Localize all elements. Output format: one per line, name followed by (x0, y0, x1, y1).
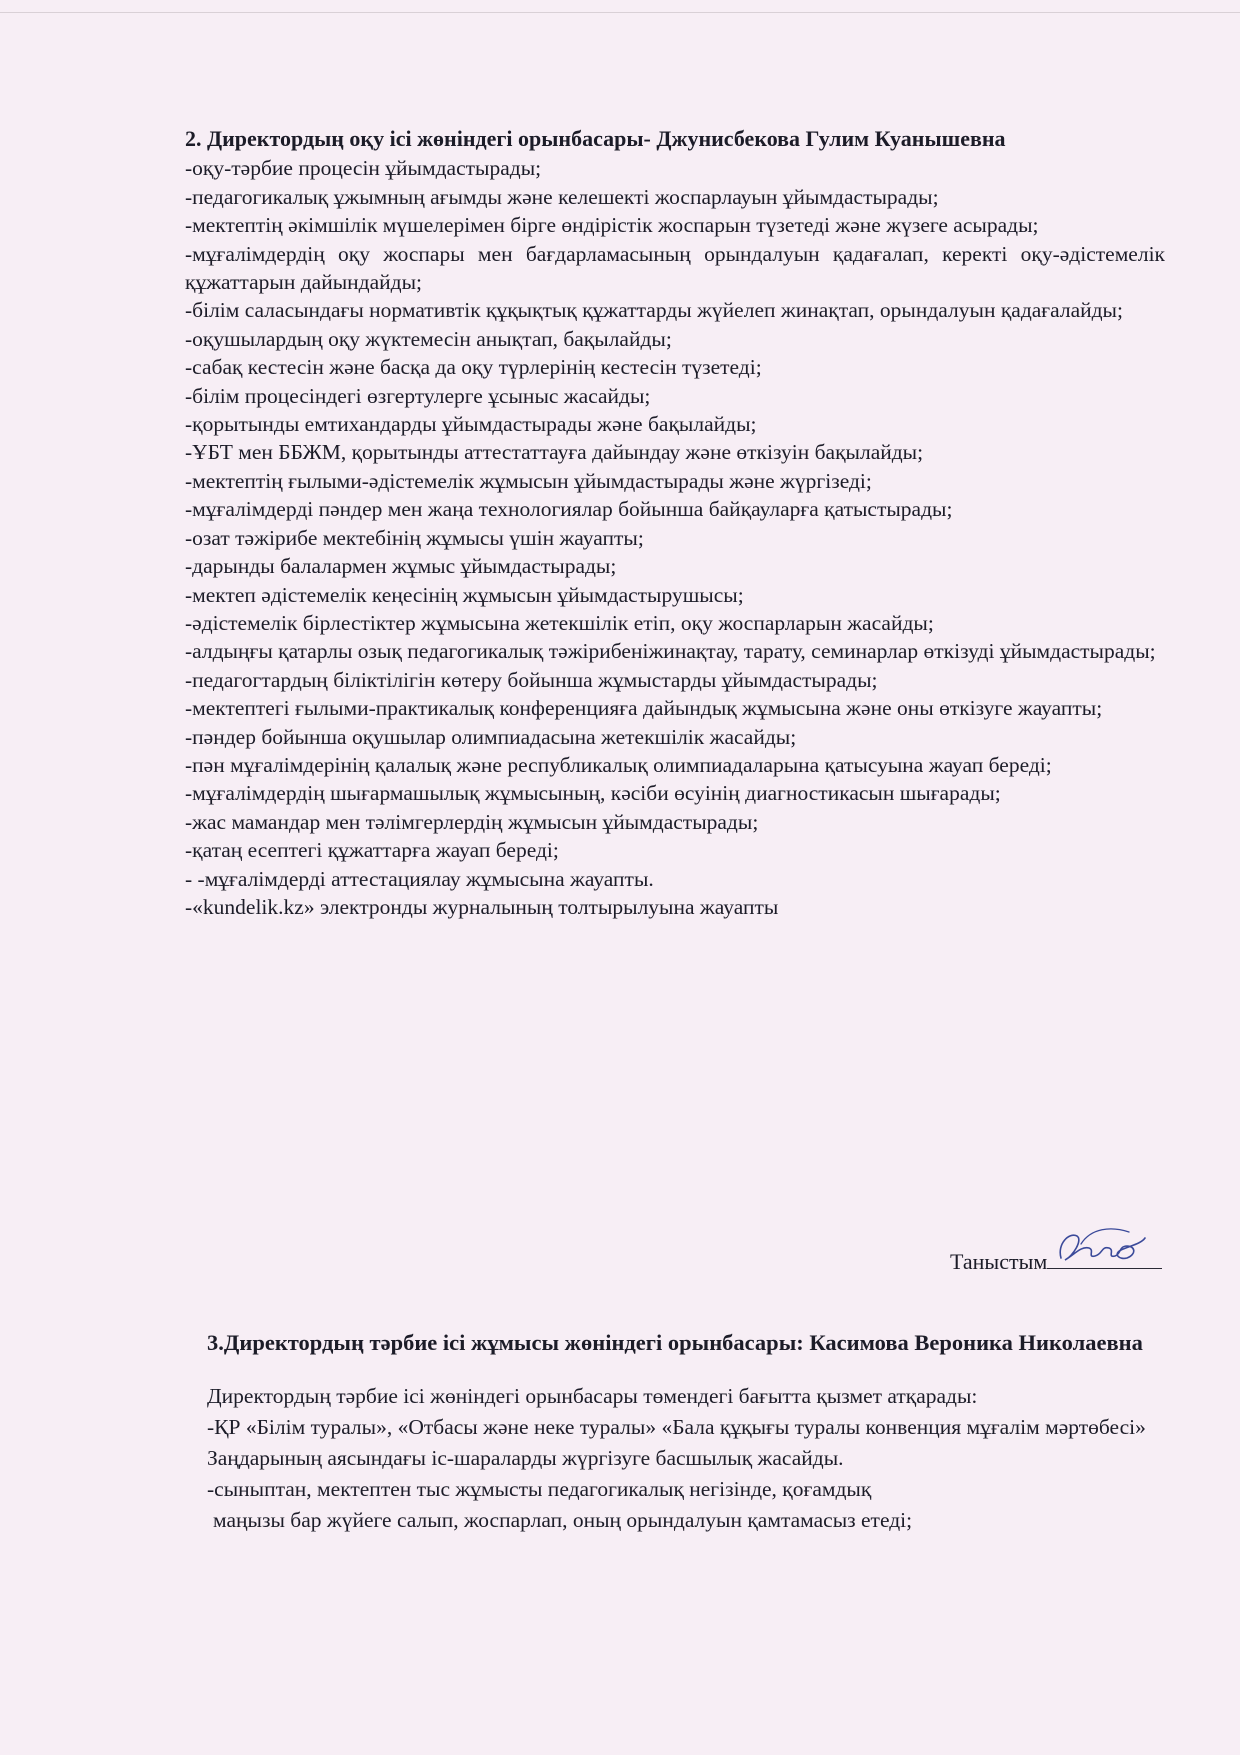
acknowledgement-signature (950, 1244, 1162, 1275)
duty-item: -алдыңғы қатарлы озық педагогикалық тәжірибеніжинақтау, тарату, семинарлар өткізуді ұйымдастырады; (185, 639, 1156, 664)
duty-item: -әдістемелік бірлестіктер жұмысына жетекшілік етіп, оқу жоспарларын жасайды; (185, 610, 934, 635)
duty-item: -сабақ кестесін және басқа да оқу түрлерінің кестесін түзетеді; (185, 355, 762, 380)
duty-item: -дарынды балалармен жұмыс ұйымдастырады; (185, 554, 617, 579)
duty-item: Директордың тәрбие ісі жөніндегі орынбасары төмендегі бағытта қызмет атқарады: (207, 1384, 978, 1408)
duty-item: -жас мамандар мен тәлімгерлердің жұмысын ұйымдастырады; (185, 809, 759, 834)
acknowledged-label: Таныстым (950, 1249, 1048, 1274)
duty-item: -озат тәжірибе мектебінің жұмысы үшін жауапты; (185, 525, 644, 550)
duty-item: - -мұғалімдерді аттестациялау жұмысына жауапты. (185, 866, 654, 891)
duty-item: -қорытынды емтихандарды ұйымдастырады және бақылайды; (185, 412, 757, 437)
duty-item: -педагогтардың біліктілігін көтеру бойынша жұмыстарды ұйымдастырады; (185, 667, 878, 692)
duty-item: -оқушылардың оқу жүктемесін анықтап, бақылайды; (185, 326, 672, 351)
duty-item: -педагогикалық ұжымның ағымды және келешекті жоспарлауын ұйымдастырады; (185, 184, 939, 209)
duty-item: -пәндер бойынша оқушылар олимпиадасына жетекшілік жасайды; (185, 724, 797, 749)
duty-item: -«kundelik.kz» электронды журналының толтырылуына жауапты (185, 894, 779, 919)
duty-item: -пән мұғалімдерінің қалалық және республикалық олимпиадаларына қатысуына жауап береді; (185, 752, 1052, 777)
duty-item: -оқу-тәрбие процесін ұйымдастырады; (185, 156, 542, 181)
duty-item: -білім саласындағы нормативтік құқықтық құжаттарды жүйелеп жинақтап, орындалуын қадағалайды; (185, 298, 1123, 323)
section-heading: 2. Директордың оқу ісі жөніндегі орынбасары- Джунисбекова Гулим Куанышевна (185, 126, 1006, 151)
signature-line (1047, 1244, 1162, 1269)
section-heading: 3.Директордың тәрбие ісі жұмысы жөніндегі орынбасары: Касимова Вероника Николаевна (207, 1330, 1143, 1355)
duty-item: -сыныптан, мектептен тыс жұмысты педагогикалық негізінде, қоғамдық (207, 1477, 872, 1501)
duty-item: -білім процесіндегі өзгертулерге ұсыныс жасайды; (185, 383, 651, 408)
section-deputy-academic (185, 125, 1165, 921)
section-deputy-upbringing (207, 1326, 1167, 1536)
duty-item: -мұғалімдерді пәндер мен жаңа технологиялар бойынша байқауларға қатыстырады; (185, 497, 953, 522)
duty-item: -қатаң есептегі құжаттарға жауап береді; (185, 838, 559, 863)
duty-item: -мұғалімдердің шығармашылық жұмысының, кәсіби өсуінің диагностикасын шығарады; (185, 781, 1001, 806)
duty-item: -мектеп әдістемелік кеңесінің жұмысын ұйымдастырушысы; (185, 582, 744, 607)
handwritten-signature (1051, 1224, 1151, 1268)
duty-item: -мектептегі ғылыми-практикалық конференцияға дайындық жұмысына және оны өткізуге жауапты; (185, 696, 1103, 721)
duty-item: -ҰБТ мен ББЖМ, қорытынды аттестаттауға дайындау және өткізуін бақылайды; (185, 440, 924, 465)
duty-item: -мектептің әкімшілік мүшелерімен бірге өндірістік жоспарын түзетеді және жүзеге асырады; (185, 213, 1039, 238)
duty-item: -ҚР «Білім туралы», «Отбасы және неке туралы» «Бала құқығы туралы конвенция мұғалім мәртөбесі» Заңдарының аясындағы іс-шараларды жүргізуге басшылық жасайды. (207, 1415, 1146, 1470)
duty-item: -мектептің ғылыми-әдістемелік жұмысын ұйымдастырады және жүргізеді; (185, 468, 872, 493)
duty-item: маңызы бар жүйеге салып, жоспарлап, оның орындалуын қамтамасыз етеді; (213, 1508, 913, 1532)
duty-item: -мұғалімдердің оқу жоспары мен бағдарламасының орындалуын қадағалап, керекті оқу-әдістемелік құжаттарын дайындайды; (185, 241, 1165, 295)
